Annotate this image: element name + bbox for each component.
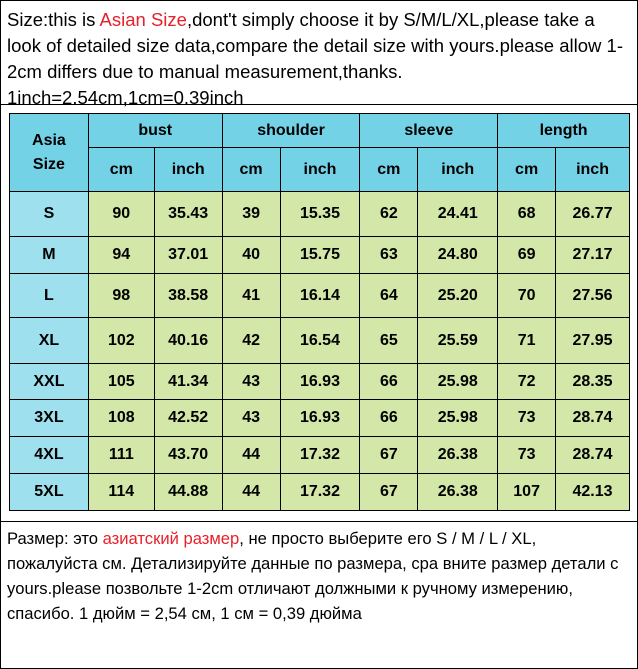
table-cell: 39 (222, 192, 280, 237)
table-cell: 25.98 (418, 400, 498, 437)
size-label: XL (10, 318, 89, 364)
table-cell: 108 (88, 400, 154, 437)
top-size-note (1, 1, 637, 108)
table-cell: 16.93 (280, 364, 360, 400)
table-cell: 111 (88, 437, 154, 474)
table-cell: 41.34 (154, 364, 222, 400)
size-label: 3XL (10, 400, 89, 437)
table-cell: 62 (360, 192, 418, 237)
table-cell: 16.54 (280, 318, 360, 364)
bottom-size-note (1, 521, 637, 668)
table-row (10, 192, 630, 237)
table-cell: 43 (222, 364, 280, 400)
table-cell: 40.16 (154, 318, 222, 364)
size-label: M (10, 237, 89, 274)
table-cell: 42 (222, 318, 280, 364)
table-cell: 42.13 (556, 474, 630, 511)
table-cell: 28.35 (556, 364, 630, 400)
size-header-line2: Size (32, 155, 65, 173)
size-label: 5XL (10, 474, 89, 511)
table-cell: 71 (498, 318, 556, 364)
table-cell: 70 (498, 274, 556, 318)
table-cell: 44.88 (154, 474, 222, 511)
top-note-highlight: Asian Size (99, 9, 187, 30)
table-cell: 27.56 (556, 274, 630, 318)
table-cell: 15.75 (280, 237, 360, 274)
table-cell: 44 (222, 474, 280, 511)
table-row (10, 237, 630, 274)
table-cell: 17.32 (280, 474, 360, 511)
table-cell: 26.38 (418, 437, 498, 474)
unit-header: cm (360, 148, 418, 192)
table-cell: 28.74 (556, 437, 630, 474)
table-cell: 27.17 (556, 237, 630, 274)
table-cell: 25.59 (418, 318, 498, 364)
table-cell: 72 (498, 364, 556, 400)
table-row (10, 364, 630, 400)
size-header-line1: Asia (32, 131, 66, 149)
table-cell: 68 (498, 192, 556, 237)
group-header-shoulder: shoulder (222, 114, 360, 148)
table-row (10, 400, 630, 437)
bottom-note-highlight: азиатский размер (102, 529, 240, 548)
unit-header: inch (154, 148, 222, 192)
table-row (10, 318, 630, 364)
table-cell: 38.58 (154, 274, 222, 318)
table-cell: 114 (88, 474, 154, 511)
table-cell: 67 (360, 474, 418, 511)
table-cell: 27.95 (556, 318, 630, 364)
table-cell: 107 (498, 474, 556, 511)
table-cell: 42.52 (154, 400, 222, 437)
table-cell: 24.80 (418, 237, 498, 274)
table-cell: 37.01 (154, 237, 222, 274)
table-cell: 43.70 (154, 437, 222, 474)
table-cell: 90 (88, 192, 154, 237)
table-cell: 25.98 (418, 364, 498, 400)
table-cell: 25.20 (418, 274, 498, 318)
bottom-note-text-start: Размер: это (7, 529, 103, 548)
table-cell: 43 (222, 400, 280, 437)
size-label: L (10, 274, 89, 318)
table-cell: 66 (360, 364, 418, 400)
table-cell: 64 (360, 274, 418, 318)
unit-header: cm (88, 148, 154, 192)
top-note-text-start: Size:this is (7, 9, 100, 30)
table-cell: 16.93 (280, 400, 360, 437)
table-cell: 102 (88, 318, 154, 364)
top-note-text-end: ,dont't simply choose it by S/M/L/XL,please take a look of detailed size data,compare the detail size with yours.please allow 1-2cm differs due to manual measurement,thanks. 1inch=2.54cm,1cm=0.39inch (7, 9, 623, 108)
table-cell: 69 (498, 237, 556, 274)
size-column-header (10, 114, 89, 192)
size-label: 4XL (10, 437, 89, 474)
table-row (10, 274, 630, 318)
table-cell: 44 (222, 437, 280, 474)
table-row (10, 474, 630, 511)
table-cell: 15.35 (280, 192, 360, 237)
table-cell: 26.38 (418, 474, 498, 511)
table-cell: 73 (498, 400, 556, 437)
size-label: XXL (10, 364, 89, 400)
group-header-sleeve: sleeve (360, 114, 498, 148)
unit-header: cm (222, 148, 280, 192)
table-cell: 28.74 (556, 400, 630, 437)
unit-header: inch (280, 148, 360, 192)
size-table (9, 113, 630, 511)
table-cell: 63 (360, 237, 418, 274)
group-header-bust: bust (88, 114, 222, 148)
table-row (10, 437, 630, 474)
table-cell: 67 (360, 437, 418, 474)
unit-header: inch (556, 148, 630, 192)
bottom-note-text-end: , не просто выберите его S / M / L / XL, пожалуйста см. Детализируйте данные по размера, сра вните размер детали с yours.please позвольте 1-2cm отличают должными к ручному измерению, спасибо. 1 дюйм = 2,54 см, 1 см = 0,39 дюйма (7, 529, 619, 623)
table-cell: 26.77 (556, 192, 630, 237)
table-cell: 16.14 (280, 274, 360, 318)
group-header-length: length (498, 114, 630, 148)
table-cell: 66 (360, 400, 418, 437)
unit-header: inch (418, 148, 498, 192)
table-cell: 94 (88, 237, 154, 274)
table-cell: 105 (88, 364, 154, 400)
table-cell: 98 (88, 274, 154, 318)
table-cell: 17.32 (280, 437, 360, 474)
table-cell: 65 (360, 318, 418, 364)
table-cell: 35.43 (154, 192, 222, 237)
table-cell: 41 (222, 274, 280, 318)
table-cell: 73 (498, 437, 556, 474)
table-cell: 40 (222, 237, 280, 274)
size-label: S (10, 192, 89, 237)
table-cell: 24.41 (418, 192, 498, 237)
unit-header: cm (498, 148, 556, 192)
